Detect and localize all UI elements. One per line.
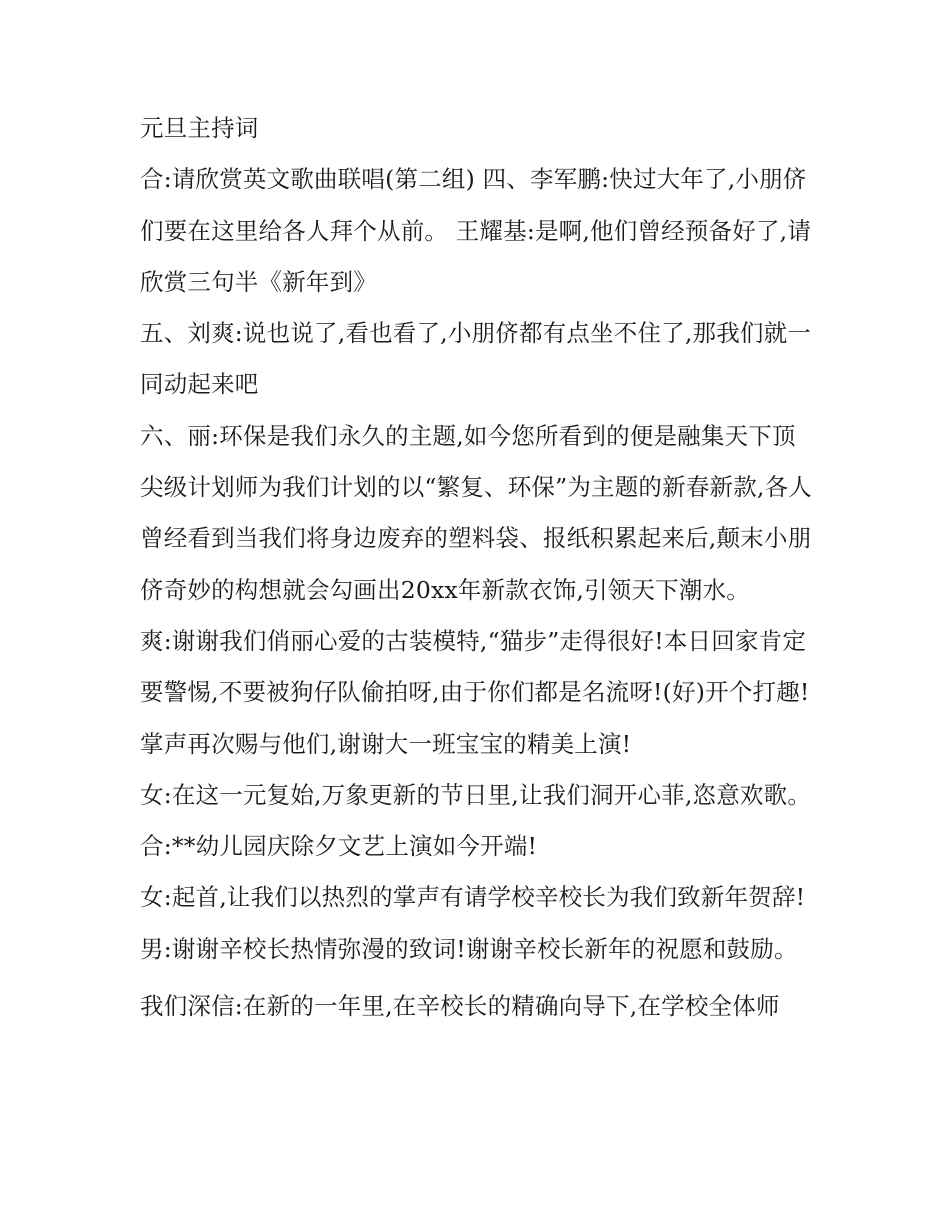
paragraph-1: 合:请欣赏英文歌曲联唱(第二组) 四、李军鹏:快过大年了,小朋侪们要在这里给各人拜个从前。 王耀基:是啊,他们曾经预备好了,请欣赏三句半《新年到》 bbox=[140, 165, 812, 296]
document-title: 元旦主持词 bbox=[140, 114, 259, 142]
paragraph-5: 女:在这一元复始,万象更新的节日里,让我们洞开心菲,恣意欢歌。 合:**幼儿园庆除夕文艺上演如今开端! bbox=[140, 780, 819, 861]
paragraph-6: 女:起首,让我们以热烈的掌声有请学校辛校长为我们致新年贺辞! 男:谢谢辛校长热情弥漫的致词!谢谢辛校长新年的祝愿和鼓励。 bbox=[140, 883, 814, 963]
paragraph-2: 五、刘爽:说也说了,看也看了,小朋侪都有点坐不住了,那我们就一同动起来吧 bbox=[140, 319, 812, 399]
document-body bbox=[140, 103, 819, 1032]
paragraph-4: 爽:谢谢我们俏丽心爱的古装模特,“猫步”走得很好!本日回家肯定要警惕,不要被狗仔队偷拍呀,由于你们都是名流呀!(好)开个打趣!掌声再次赐与他们,谢谢大一班宝宝的精美上演! bbox=[140, 626, 810, 758]
paragraph-7: 我们深信:在新的一年里,在辛校长的精确向导下,在学校全体师 bbox=[140, 992, 780, 1021]
paragraph-3: 六、丽:环保是我们永久的主题,如今您所看到的便是融集天下顶尖级计划师为我们计划的以“繁复、环保”为主题的新春新款,各人曾经看到当我们将身边废弃的塑料袋、报纸积累起来后,颠末小朋侪奇妙的构想就会勾画出20xx年新款衣饰,引领天下潮水。 bbox=[140, 421, 812, 604]
